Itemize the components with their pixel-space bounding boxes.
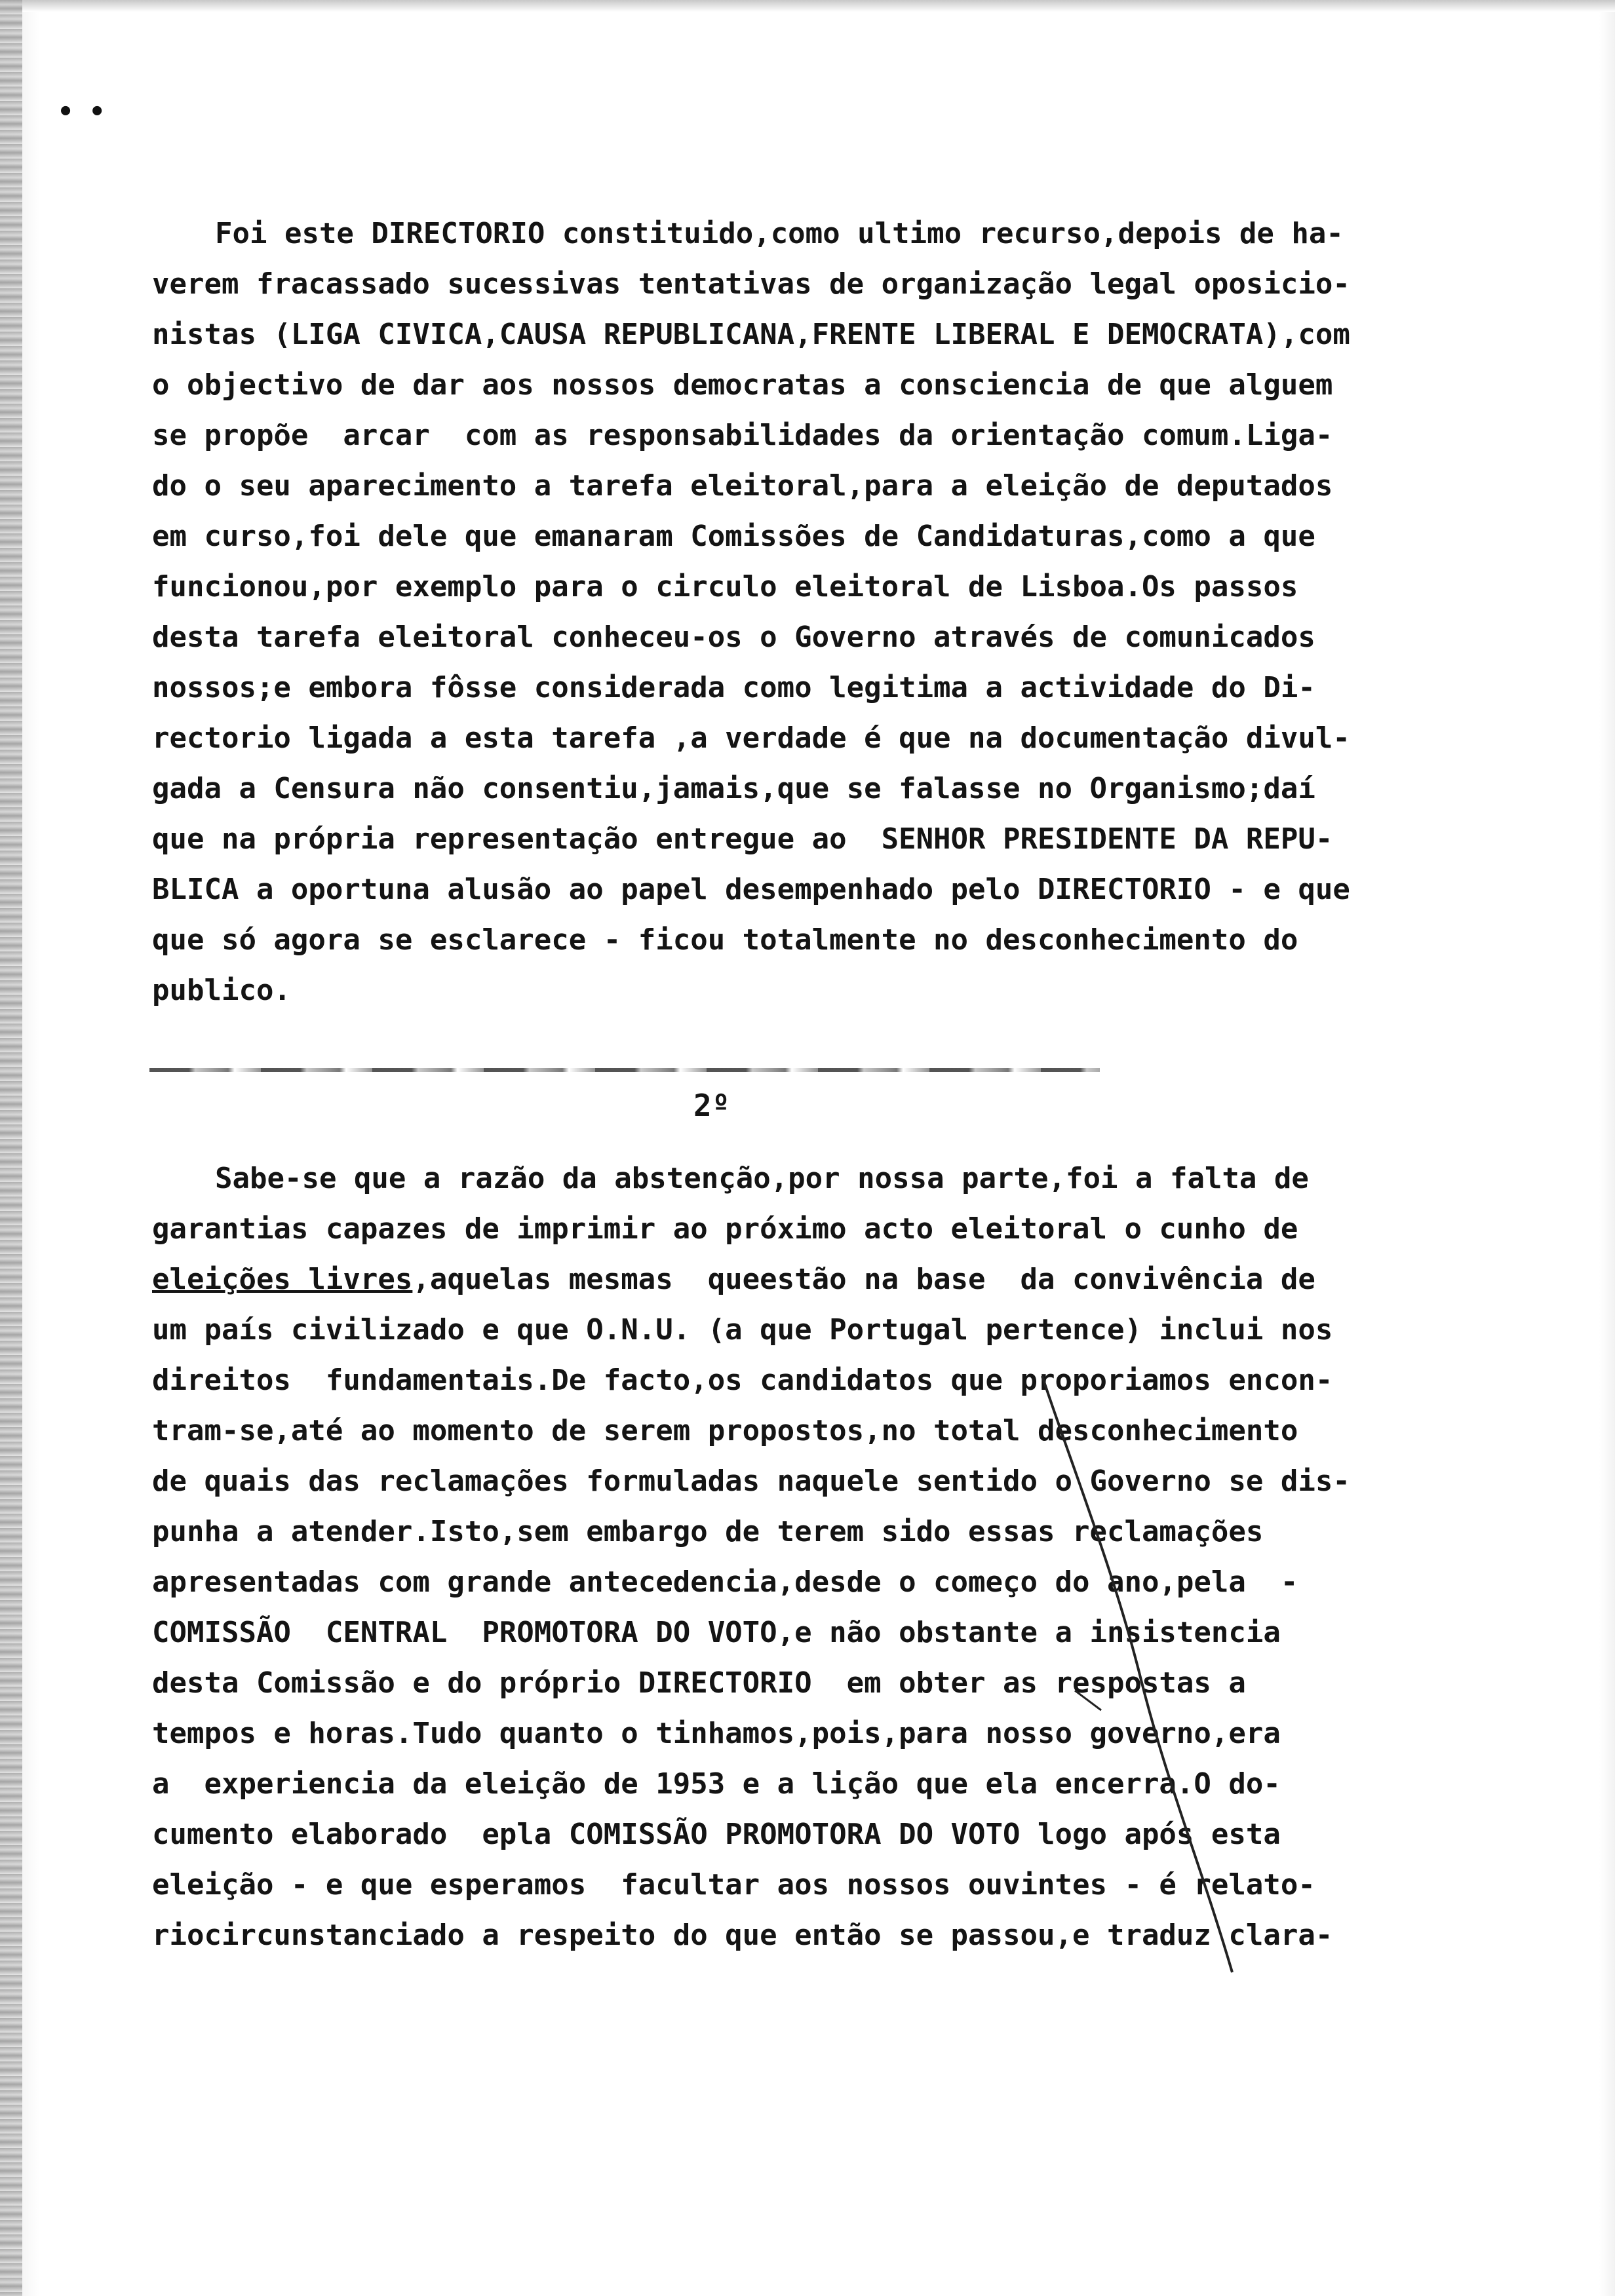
scan-top-edge — [0, 0, 1615, 12]
text-line: em curso,foi dele que emanaram Comissões de Candidaturas,como a que — [152, 520, 1315, 553]
text-line: BLICA a oportuna alusão ao papel desempenhado pelo DIRECTORIO - e que — [152, 873, 1350, 906]
text-line: apresentadas com grande antecedencia,desde o começo do ano,pela - — [152, 1565, 1298, 1599]
text-line: rectorio ligada a esta tarefa ,a verdade é que na documentação divul- — [152, 721, 1350, 755]
text-line: COMISSÃO CENTRAL PROMOTORA DO VOTO,e não obstante a insistencia — [152, 1616, 1281, 1649]
text-line: o objectivo de dar aos nossos democratas a consciencia de que alguem — [152, 368, 1333, 402]
text-line: cumento elaborado epla COMISSÃO PROMOTORA DO VOTO logo após esta — [152, 1818, 1281, 1851]
text-line: garantias capazes de imprimir ao próximo acto eleitoral o cunho de — [152, 1212, 1298, 1246]
section-separator — [149, 1068, 1100, 1072]
text-line: tram-se,até ao momento de serem propostos,no total desconhecimento — [152, 1414, 1298, 1447]
text-line-underlined: eleições livres,aquelas mesmas queestão na base da convivência de — [152, 1263, 1315, 1296]
text-line: eleição - e que esperamos facultar aos nossos ouvintes - é relato- — [152, 1868, 1315, 1902]
text-line: Sabe-se que a razão da abstenção,por nossa parte,foi a falta de — [215, 1162, 1309, 1195]
underlined-phrase: eleições livres — [152, 1263, 413, 1296]
text-line: de quais das reclamações formuladas naquele sentido o Governo se dis- — [152, 1464, 1350, 1498]
text-line: Foi este DIRECTORIO constituido,como ultimo recurso,depois de ha- — [215, 217, 1344, 250]
text-line: desta tarefa eleitoral conheceu-os o Governo através de comunicados — [152, 621, 1315, 654]
text-line: que na própria representação entregue ao SENHOR PRESIDENTE DA REPU- — [152, 822, 1333, 856]
text-line: publico. — [152, 974, 291, 1007]
text-line: se propõe arcar com as responsabilidades da orientação comum.Liga- — [152, 419, 1333, 452]
text-line: do o seu aparecimento a tarefa eleitoral,para a eleição de deputados — [152, 469, 1333, 503]
text-line: tempos e horas.Tudo quanto o tinhamos,pois,para nosso governo,era — [152, 1717, 1281, 1750]
text-line: funcionou,por exemplo para o circulo eleitoral de Lisboa.Os passos — [152, 570, 1298, 603]
text-line: que só agora se esclarece - ficou totalmente no desconhecimento do — [152, 923, 1298, 957]
section-number: 2º — [693, 1088, 730, 1123]
text-line: direitos fundamentais.De facto,os candidatos que proporiamos encon- — [152, 1364, 1333, 1397]
scan-left-edge — [0, 0, 22, 2296]
paragraph-2 — [152, 1153, 1522, 1961]
text-line: a experiencia da eleição de 1953 e a lição que ela encerra.O do- — [152, 1767, 1281, 1801]
text-line: riocircunstanciado a respeito do que então se passou,e traduz clara- — [152, 1919, 1333, 1952]
text-line: punha a atender.Isto,sem embargo de terem sido essas reclamações — [152, 1515, 1264, 1548]
text-line: desta Comissão e do próprio DIRECTORIO em obter as respostas a — [152, 1666, 1246, 1700]
text-line: um país civilizado e que O.N.U. (a que Portugal pertence) inclui nos — [152, 1313, 1333, 1347]
paragraph-1 — [152, 208, 1522, 1016]
text-line: verem fracassado sucessivas tentativas de organização legal oposicio- — [152, 267, 1350, 301]
corner-mark: • • — [58, 97, 106, 127]
text-line: nossos;e embora fôsse considerada como legitima a actividade do Di- — [152, 671, 1315, 704]
text-line: nistas (LIGA CIVICA,CAUSA REPUBLICANA,FRENTE LIBERAL E DEMOCRATA),com — [152, 318, 1350, 351]
text-line: gada a Censura não consentiu,jamais,que se falasse no Organismo;daí — [152, 772, 1315, 805]
